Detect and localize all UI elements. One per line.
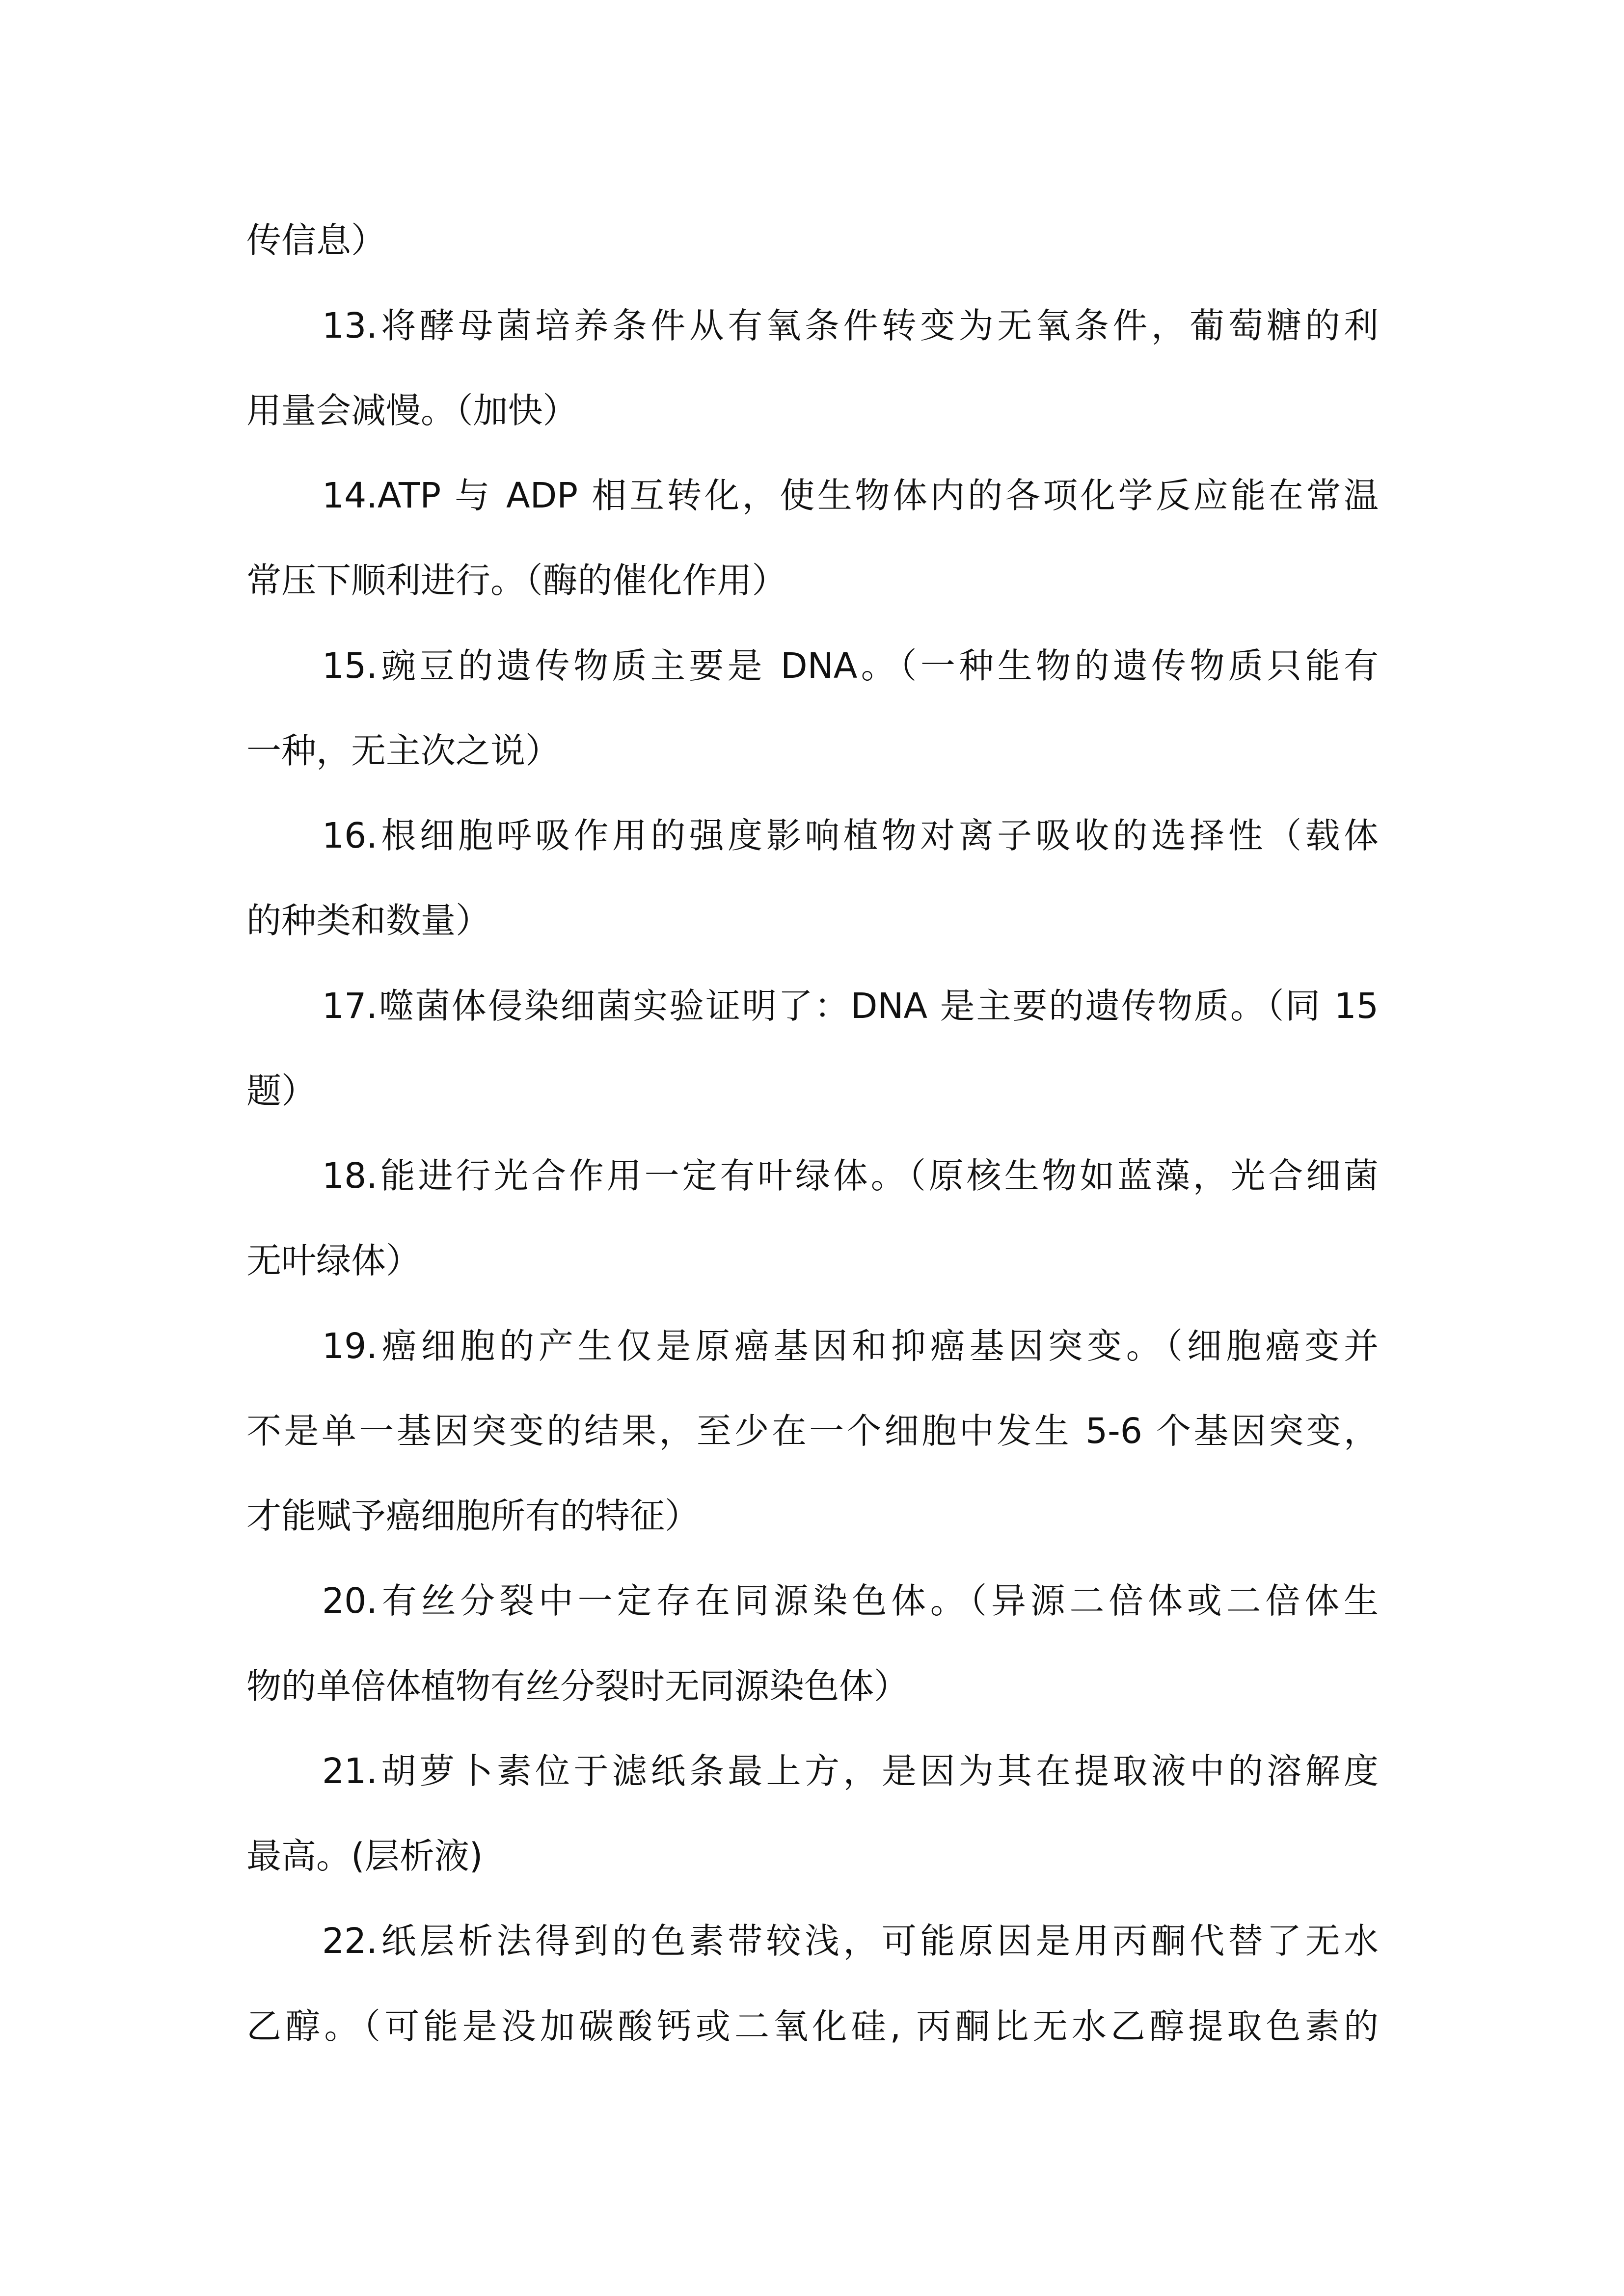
- p12-tail-line-1: 传信息）: [246, 220, 386, 261]
- q19-line-1: 19.癌细胞的产生仅是原癌基因和抑癌基因突变。（细胞癌变并: [322, 1326, 1379, 1366]
- q16-line-1: 16.根细胞呼吸作用的强度影响植物对离子吸收的选择性（载体: [322, 815, 1379, 856]
- q20-line-1: 20.有丝分裂中一定存在同源染色体。（异源二倍体或二倍体生: [322, 1580, 1379, 1621]
- q14-line-2: 常压下顺利进行。（酶的催化作用）: [246, 560, 787, 601]
- q17-line-2: 题）: [246, 1070, 317, 1111]
- q15-line-1: 15.豌豆的遗传物质主要是 DNA。（一种生物的遗传物质只能有: [322, 645, 1379, 686]
- q22-line-2: 乙醇。（可能是没加碳酸钙或二氧化硅, 丙酮比无水乙醇提取色素的: [246, 2006, 1379, 2047]
- q17-line-1: 17.噬菌体侵染细菌实验证明了：DNA 是主要的遗传物质。（同 15: [322, 986, 1379, 1026]
- q22-line-1: 22.纸层析法得到的色素带较浅，可能原因是用丙酮代替了无水: [322, 1921, 1379, 1961]
- q14-line-1: 14.ATP 与 ADP 相互转化，使生物体内的各项化学反应能在常温: [322, 475, 1379, 516]
- q15-line-2: 一种，无主次之说）: [246, 730, 561, 771]
- q19-line-2: 不是单一基因突变的结果，至少在一个细胞中发生 5-6 个基因突变，: [246, 1411, 1379, 1451]
- q16-line-2: 的种类和数量）: [246, 900, 491, 941]
- q21-line-1: 21.胡萝卜素位于滤纸条最上方，是因为其在提取液中的溶解度: [322, 1751, 1379, 1791]
- q13-line-2: 用量会减慢。（加快）: [246, 390, 578, 431]
- q18-line-1: 18.能进行光合作用一定有叶绿体。（原核生物如蓝藻，光合细菌: [322, 1155, 1379, 1196]
- q13-line-1: 13.将酵母菌培养条件从有氧条件转变为无氧条件，葡萄糖的利: [322, 305, 1379, 346]
- q21-line-2: 最高。(层析液): [246, 1836, 483, 1876]
- q20-line-2: 物的单倍体植物有丝分裂时无同源染色体）: [246, 1666, 909, 1707]
- q18-line-2: 无叶绿体）: [246, 1240, 421, 1281]
- q19-line-3: 才能赋予癌细胞所有的特征）: [246, 1495, 700, 1536]
